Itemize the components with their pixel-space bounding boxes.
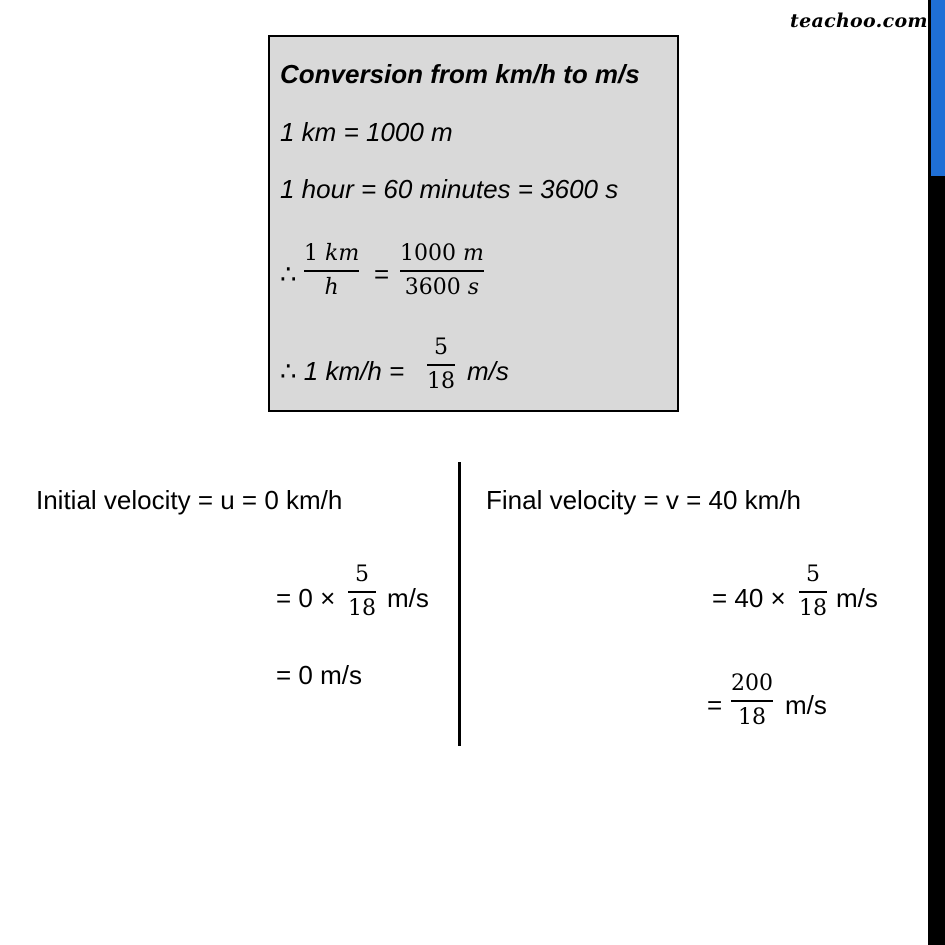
final-step1-denominator: 18 <box>799 595 827 621</box>
fraction-bar <box>348 591 376 593</box>
km-conversion-line: 1 km = 1000 m <box>280 117 453 147</box>
frac2-numerator: 1000 <box>400 241 456 266</box>
frac2-denominator: 3600 <box>404 274 461 300</box>
final-step2-prefix: = <box>707 690 723 720</box>
frac1-denominator-unit: h <box>324 274 339 300</box>
result-suffix: m/s <box>467 356 509 386</box>
final-step2-suffix: m/s <box>785 690 827 720</box>
fraction-bar <box>427 364 455 366</box>
final-step1-prefix: = 40 × <box>712 583 786 613</box>
therefore-symbol: ∴ <box>280 259 297 289</box>
fraction-m-per-s <box>400 243 484 299</box>
final-step2-fraction <box>731 673 773 729</box>
initial-velocity-heading: Initial velocity = u = 0 km/h <box>36 485 343 515</box>
frac1-numerator-unit: km <box>325 241 360 266</box>
initial-step2: = 0 m/s <box>276 660 362 690</box>
final-step1-fraction <box>799 564 827 620</box>
initial-step1-prefix: = 0 × <box>276 583 336 613</box>
final-step2-denominator: 18 <box>738 704 766 730</box>
frac1-numerator: 1 <box>304 241 318 266</box>
fraction-bar <box>304 270 359 272</box>
frac2-denominator-unit: s <box>467 274 480 300</box>
final-step1-suffix: m/s <box>836 583 878 613</box>
column-divider <box>458 462 461 746</box>
frac2-numerator-unit: m <box>463 241 484 266</box>
fraction-bar <box>799 591 827 593</box>
initial-step1-suffix: m/s <box>387 583 429 613</box>
final-step1-numerator: 5 <box>806 562 820 587</box>
equals-sign: = <box>374 259 390 289</box>
fraction-bar <box>400 270 484 272</box>
final-step2-numerator: 200 <box>731 671 773 696</box>
conversion-box <box>268 35 679 412</box>
teachoo-logo[interactable]: teachoo.com <box>790 10 928 32</box>
scrollbar-thumb[interactable] <box>931 0 945 176</box>
conversion-title: Conversion from km/h to m/s <box>280 59 640 89</box>
initial-step1-numerator: 5 <box>355 562 369 587</box>
result-fraction <box>427 337 455 393</box>
fraction-bar <box>731 700 773 702</box>
result-denominator: 18 <box>427 368 455 394</box>
initial-step1-fraction <box>348 564 376 620</box>
hour-conversion-line: 1 hour = 60 minutes = 3600 s <box>280 174 619 204</box>
fraction-km-per-h <box>304 243 359 299</box>
result-numerator: 5 <box>434 335 448 360</box>
final-velocity-heading: Final velocity = v = 40 km/h <box>486 485 802 515</box>
result-prefix: ∴ 1 km/h = <box>280 356 405 386</box>
initial-step1-denominator: 18 <box>348 595 376 621</box>
